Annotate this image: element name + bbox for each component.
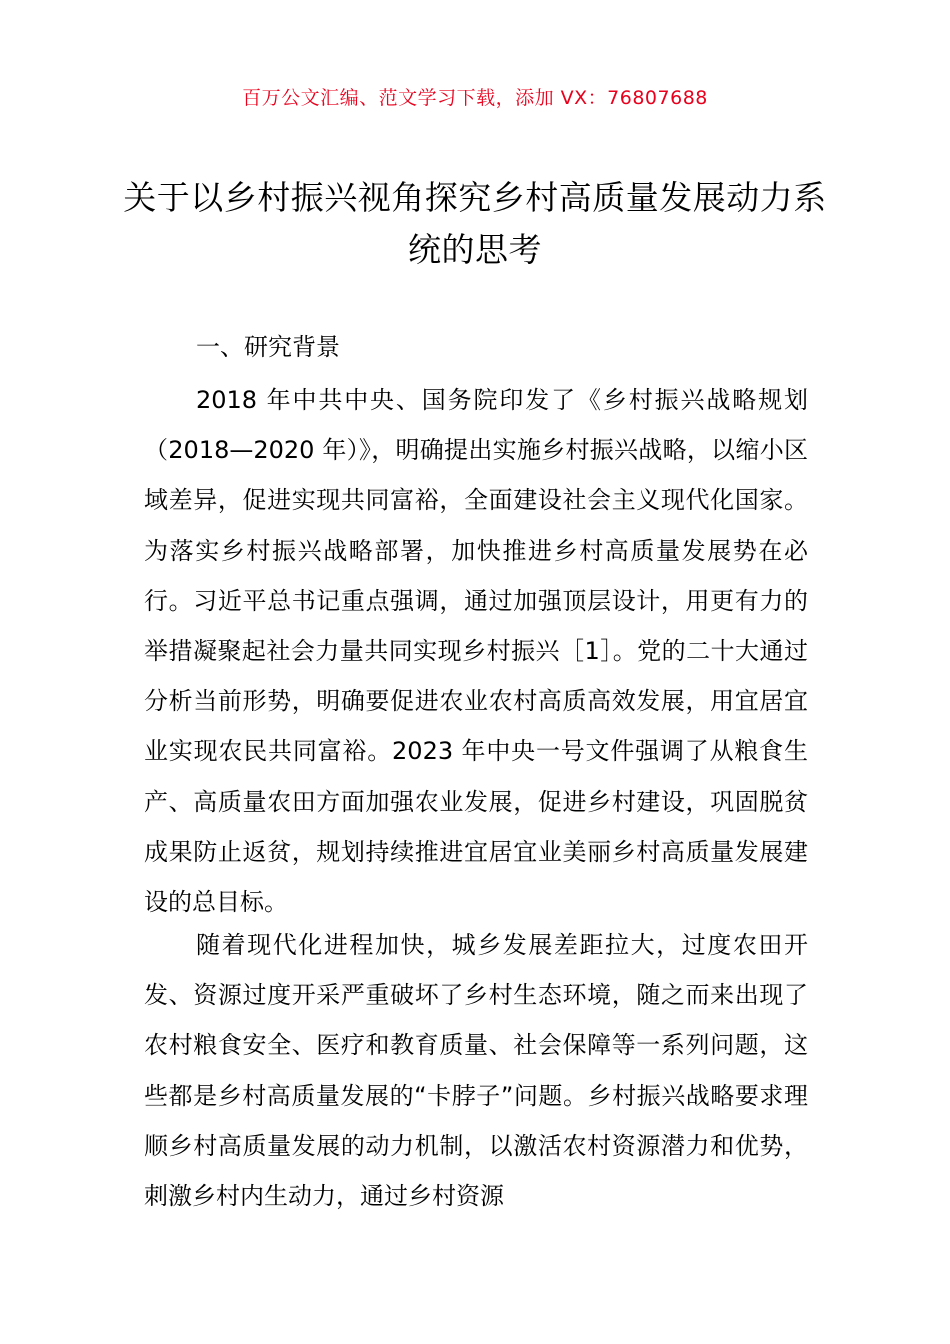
- section-heading: 一、研究背景: [196, 333, 340, 361]
- body-paragraph: 随着现代化进程加快，城乡发展差距拉大，过度农田开发、资源过度开采严重破坏了乡村生态环境，随之而来出现了农村粮食安全、医疗和教育质量、社会保障等一系列问题，这些都是乡村高质量发展的“卡脖子”问题。乡村振兴战略要求理顺乡村高质量发展的动力机制，以激活农村资源潜力和优势，刺激乡村内生动力，通过乡村资源: [144, 931, 808, 1211]
- document-title: 关于以乡村振兴视角探究乡村高质量发展动力系统的思考: [123, 178, 827, 269]
- body-paragraph: 2018 年中共中央、国务院印发了《乡村振兴战略规划（2018—2020 年）》，明确提出实施乡村振兴战略，以缩小区域差异，促进实现共同富裕，全面建设社会主义现代化国家。为落实乡村振兴战略部署，加快推进乡村高质量发展势在必行。习近平总书记重点强调，通过加强顶层设计，用更有力的举措凝聚起社会力量共同实现乡村振兴［1］。党的二十大通过分析当前形势，明确要促进农业农村高质高效发展，用宜居宜业实现农民共同富裕。2023 年中央一号文件强调了从粮食生产、高质量农田方面加强农业发展，促进乡村建设，巩固脱贫成果防止返贫，规划持续推进宜居宜业美丽乡村高质量发展建设的总目标。: [144, 386, 808, 917]
- watermark-notice: 百万公文汇编、范文学习下载，添加 VX：76807688: [242, 87, 708, 109]
